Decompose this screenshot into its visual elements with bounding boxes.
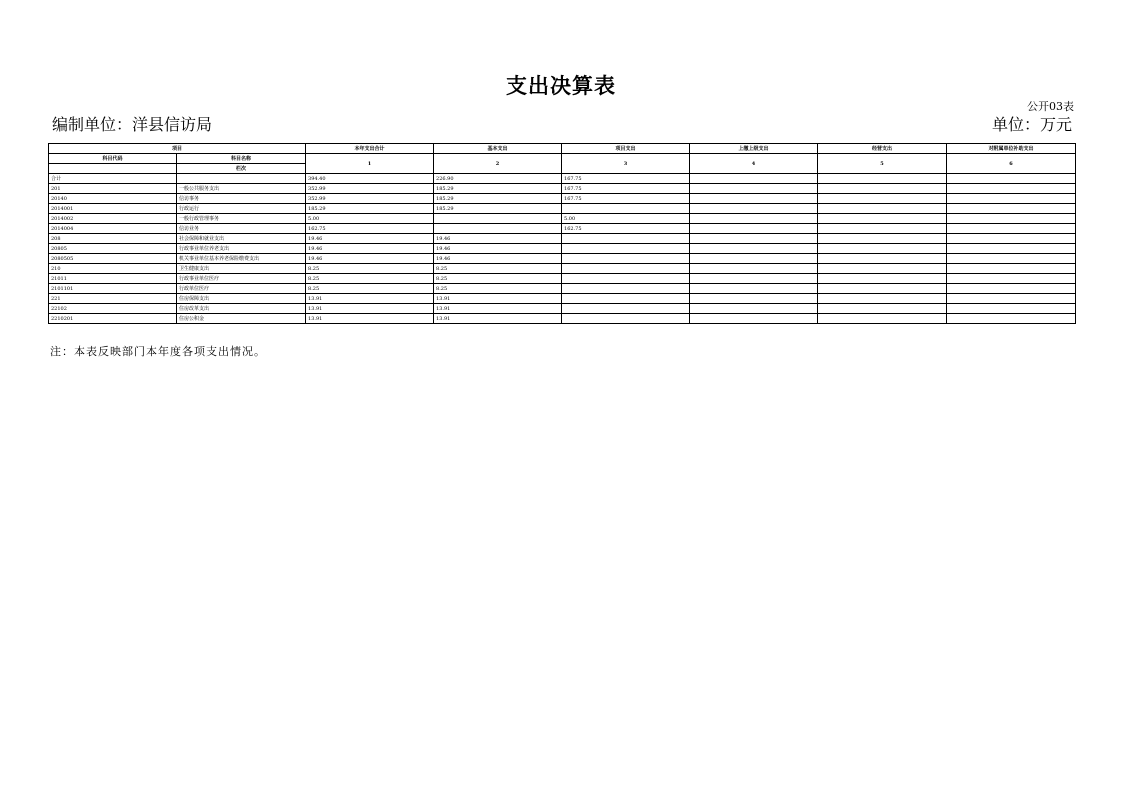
cell-name: 信访业务 [177,224,306,234]
cell-v3 [562,254,690,264]
cell-v2: 226.90 [434,174,562,184]
cell-v3 [562,234,690,244]
table-row [49,234,1076,244]
table-row [49,224,1076,234]
cell-v5 [818,254,947,264]
cell-v1: 352.99 [306,194,434,204]
cell-v3: 167.75 [562,194,690,204]
table-row [49,284,1076,294]
cell-v4 [690,304,818,314]
cell-v2: 19.46 [434,234,562,244]
cell-v5 [818,184,947,194]
cell-v2: 8.25 [434,274,562,284]
table-row [49,184,1076,194]
cell-v1: 19.46 [306,244,434,254]
cell-v4 [690,174,818,184]
cell-name: 行政事业单位养老支出 [177,244,306,254]
cell-v1: 19.46 [306,254,434,264]
cell-v2: 185.29 [434,204,562,214]
cell-v3 [562,294,690,304]
cell-v5 [818,294,947,304]
cell-v6 [947,174,1076,184]
col-index-4: 4 [690,154,818,174]
cell-v4 [690,294,818,304]
cell-v4 [690,244,818,254]
cell-v4 [690,274,818,284]
cell-v2: 19.46 [434,254,562,264]
cell-code: 20140 [49,194,177,204]
cell-code: 2014002 [49,214,177,224]
cell-v5 [818,234,947,244]
table-body [49,174,1076,324]
cell-code: 21011 [49,274,177,284]
page-title: 支出决算表 [506,73,616,98]
cell-v3: 167.75 [562,184,690,194]
cell-v4 [690,284,818,294]
cell-v6 [947,294,1076,304]
cell-v3: 167.75 [562,174,690,184]
cell-v5 [818,314,947,324]
cell-name [177,174,306,184]
cell-v6 [947,194,1076,204]
cell-v1: 8.25 [306,284,434,294]
cell-v5 [818,224,947,234]
cell-v1: 13.91 [306,294,434,304]
cell-v5 [818,204,947,214]
col-index-6: 6 [947,154,1076,174]
cell-code: 2210201 [49,314,177,324]
cell-code: 221 [49,294,177,304]
cell-v5 [818,244,947,254]
cell-v2: 13.91 [434,304,562,314]
cell-v6 [947,284,1076,294]
header-col-6: 对附属单位补助支出 [947,144,1076,154]
cell-v4 [690,264,818,274]
cell-v6 [947,234,1076,244]
cell-code: 合计 [49,174,177,184]
table-row [49,254,1076,264]
header-col-4: 上缴上级支出 [690,144,818,154]
cell-v3 [562,204,690,214]
cell-name: 信访事务 [177,194,306,204]
cell-name: 行政单位医疗 [177,284,306,294]
cell-v4 [690,224,818,234]
cell-code: 2014001 [49,204,177,214]
expenditure-table [48,143,1076,324]
footnote: 注：本表反映部门本年度各项支出情况。 [50,345,266,358]
col-index-3: 3 [562,154,690,174]
cell-v6 [947,184,1076,194]
cell-code: 22102 [49,304,177,314]
table-row [49,294,1076,304]
table-row [49,274,1076,284]
cell-v4 [690,234,818,244]
cell-v5 [818,304,947,314]
cell-v4 [690,214,818,224]
cell-v5 [818,284,947,294]
cell-name: 住房改革支出 [177,304,306,314]
cell-v4 [690,184,818,194]
cell-name: 住房公积金 [177,314,306,324]
cell-v4 [690,204,818,214]
cell-v6 [947,304,1076,314]
cell-code: 208 [49,234,177,244]
cell-v1: 352.99 [306,184,434,194]
cell-v4 [690,254,818,264]
cell-v5 [818,274,947,284]
header-col-2: 基本支出 [434,144,562,154]
cell-v6 [947,244,1076,254]
col-index-2: 2 [434,154,562,174]
cell-v1: 162.75 [306,224,434,234]
table-row [49,174,1076,184]
cell-name: 社会保障和就业支出 [177,234,306,244]
header-col-3: 项目支出 [562,144,690,154]
cell-v3 [562,264,690,274]
header-code: 科目代码 [49,154,177,164]
table-row [49,214,1076,224]
cell-v3 [562,244,690,254]
table-row [49,314,1076,324]
table-row [49,244,1076,254]
cell-v1: 5.00 [306,214,434,224]
cell-v1: 185.29 [306,204,434,214]
cell-name: 一般行政管理事务 [177,214,306,224]
cell-v2: 13.91 [434,294,562,304]
header-code-blank [49,164,177,174]
cell-v1: 8.25 [306,264,434,274]
col-index-1: 1 [306,154,434,174]
cell-v1: 19.46 [306,234,434,244]
cell-v3: 5.00 [562,214,690,224]
cell-v6 [947,274,1076,284]
cell-v6 [947,314,1076,324]
cell-code: 2101101 [49,284,177,294]
cell-name: 行政事业单位医疗 [177,274,306,284]
cell-code: 2080505 [49,254,177,264]
col-index-5: 5 [818,154,947,174]
cell-name: 机关事业单位基本养老保险缴费支出 [177,254,306,264]
cell-v5 [818,194,947,204]
cell-v5 [818,214,947,224]
cell-v3 [562,304,690,314]
cell-v5 [818,264,947,274]
cell-v1: 13.91 [306,314,434,324]
cell-name: 一般公共服务支出 [177,184,306,194]
cell-v6 [947,224,1076,234]
cell-name: 卫生健康支出 [177,264,306,274]
cell-v1: 13.91 [306,304,434,314]
cell-v2: 13.91 [434,314,562,324]
header-name: 科目名称 [177,154,306,164]
header-col-1: 本年支出合计 [306,144,434,154]
cell-v2: 185.29 [434,194,562,204]
cell-v4 [690,314,818,324]
cell-v1: 8.25 [306,274,434,284]
cell-v3 [562,274,690,284]
cell-v2 [434,214,562,224]
cell-v3 [562,314,690,324]
compiling-unit: 编制单位：洋县信访局 [52,115,213,134]
form-number: 公开03表 [1027,100,1074,113]
table-row [49,264,1076,274]
cell-code: 201 [49,184,177,194]
cell-v2: 8.25 [434,264,562,274]
cell-name: 住房保障支出 [177,294,306,304]
header-col-5: 经营支出 [818,144,947,154]
cell-v6 [947,214,1076,224]
cell-name: 行政运行 [177,204,306,214]
cell-v5 [818,174,947,184]
table-row [49,204,1076,214]
header-project: 项目 [49,144,306,154]
cell-v6 [947,204,1076,214]
cell-v2: 185.29 [434,184,562,194]
cell-code: 210 [49,264,177,274]
currency-unit: 单位：万元 [991,115,1072,134]
cell-v6 [947,254,1076,264]
table-row [49,194,1076,204]
cell-v3: 162.75 [562,224,690,234]
header-row-label: 栏次 [177,164,306,174]
cell-v2: 8.25 [434,284,562,294]
cell-v2 [434,224,562,234]
table-row [49,304,1076,314]
cell-v4 [690,194,818,204]
cell-code: 2014004 [49,224,177,234]
cell-v2: 19.46 [434,244,562,254]
cell-code: 20805 [49,244,177,254]
cell-v6 [947,264,1076,274]
cell-v3 [562,284,690,294]
cell-v1: 394.40 [306,174,434,184]
